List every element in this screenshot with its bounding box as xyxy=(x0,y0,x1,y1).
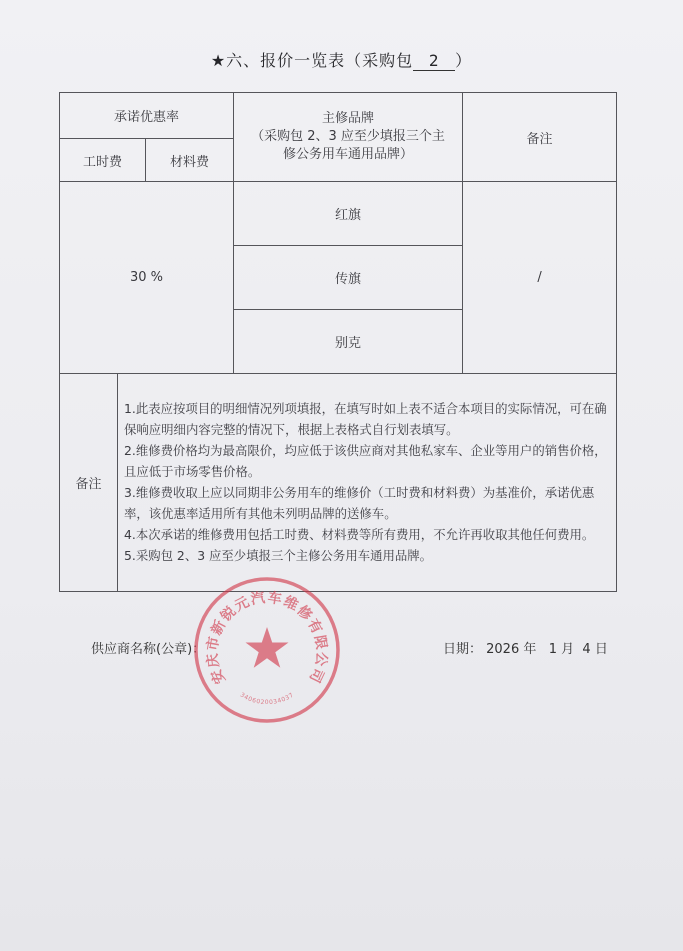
quote-table xyxy=(59,92,617,592)
date-label: 日期： 2026 年 1 月 4 日 xyxy=(443,642,608,657)
note-item: 5.采购包 2、3 应至少填报三个主修公务用车通用品牌。 xyxy=(124,548,433,563)
notes-content xyxy=(118,374,617,592)
table-row xyxy=(60,182,617,246)
title-prefix: ★六、报价一览表（采购包 xyxy=(210,51,414,70)
table-header-row xyxy=(60,93,617,139)
remarks-header: 备注 xyxy=(463,93,617,182)
svg-text:3406020034037: 3406020034037 xyxy=(238,691,296,707)
svg-text:安庆市新锐元汽车维修有限公司: 安庆市新锐元汽车维修有限公司 xyxy=(204,589,330,687)
seal-star-icon xyxy=(246,627,289,668)
note-item: 3.维修费收取上应以同期非公务用车的维修价（工时费和材料费）为基准价，承诺优惠率，该优惠率适用所有其他未列明品牌的送修车。 xyxy=(124,485,595,521)
title-suffix: ） xyxy=(455,51,473,70)
supplier-name-label: 供应商名称(公章)： xyxy=(91,642,206,657)
note-item: 1.此表应按项目的明细情况列项填报，在填写时如上表不适合本项目的实际情况，可在确保响应明细内容完整的情况下，根据上表格式自行划表填写。 xyxy=(124,401,607,437)
notes-row xyxy=(60,374,617,592)
brand-cell: 传旗 xyxy=(234,246,463,310)
notes-label: 备注 xyxy=(60,374,118,592)
brand-cell: 红旗 xyxy=(234,182,463,246)
note-item: 4.本次承诺的维修费用包括工时费、材料费等所有费用，不允许再收取其他任何费用。 xyxy=(124,527,595,542)
note-item: 2.维修费价格均为最高限价，均应低于该供应商对其他私家车、企业等用户的销售价格，且应低于市场零售价格。 xyxy=(124,443,607,479)
brand-header-line: 修公务用车通用品牌） xyxy=(283,147,414,162)
labor-header: 工时费 xyxy=(60,139,146,182)
brand-header xyxy=(234,93,463,182)
remarks-value: / xyxy=(463,182,617,374)
discount-value: 30 % xyxy=(60,182,234,374)
brand-header-line: 主修品牌 xyxy=(322,111,375,126)
material-header: 材料费 xyxy=(146,139,234,182)
company-seal xyxy=(192,575,342,725)
discount-header: 承诺优惠率 xyxy=(60,93,234,139)
brand-header-line: （采购包 2、3 应至少填报三个主 xyxy=(251,129,445,144)
package-number: 2 xyxy=(413,51,455,71)
page-title xyxy=(0,48,683,71)
brand-cell: 别克 xyxy=(234,310,463,374)
